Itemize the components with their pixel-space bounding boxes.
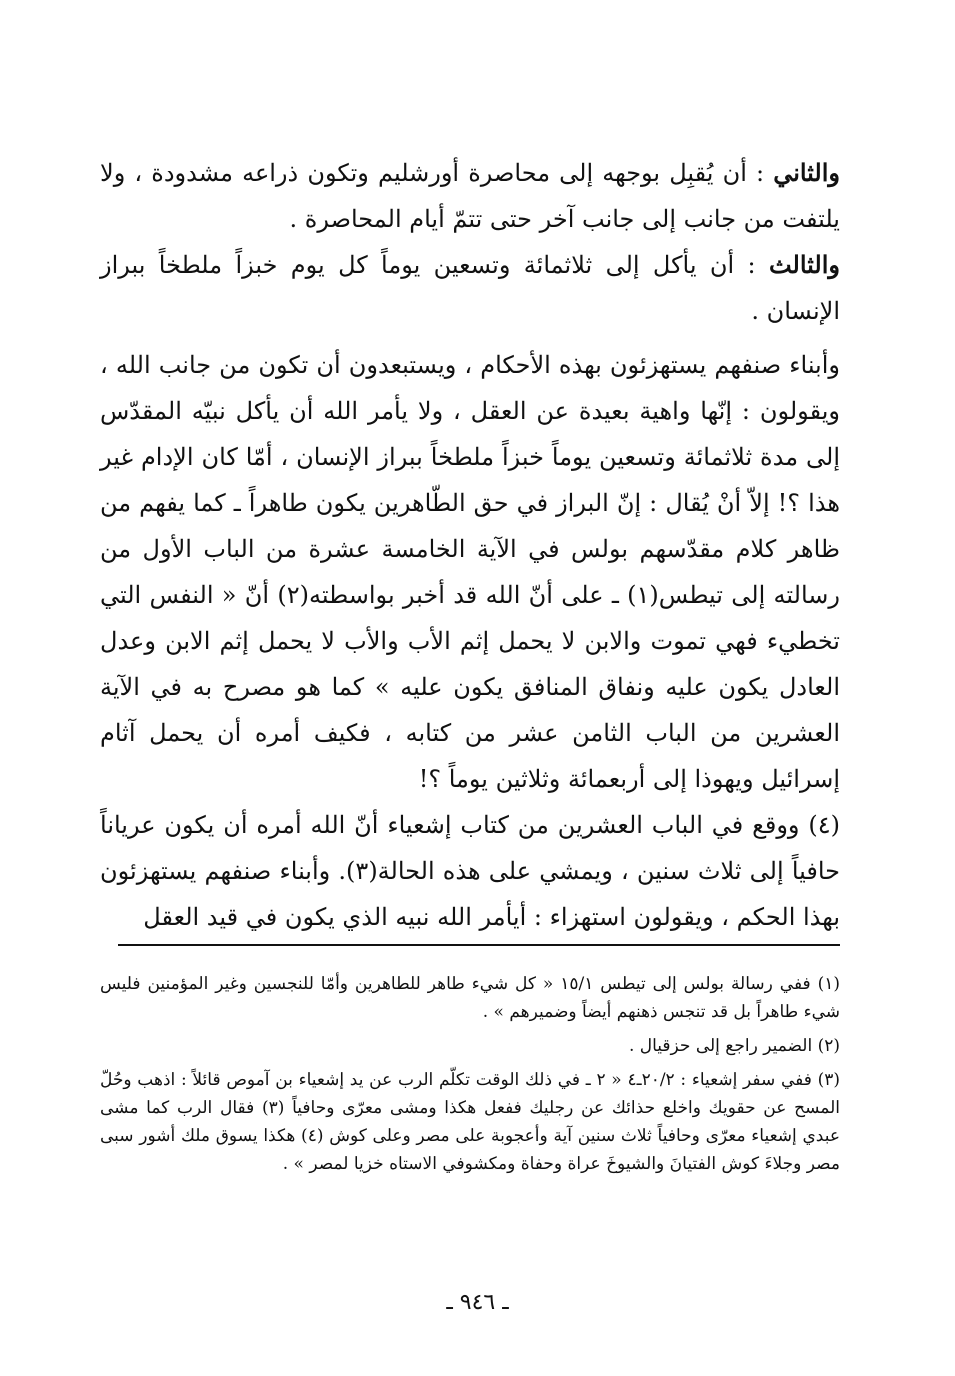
paragraph-third xyxy=(100,242,840,334)
footnote-3: (٣) ففي سفر إشعياء : ٢٠/٢ـ٤ « ٢ ـ في ذلك الوقت تكلّم الرب عن يد إشعياء بن آموص قائلاً : اذهب وحُلّ المسح عن حقويك واخلع حذائك عن رجليك ففعل هكذا ومشى معرّى وحافياً (٣) فقال الرب كما مشى عبدي إشعياء معرّى وحافياً ثلاث سنين آية وأعجوبة على مصر وعلى كوش (٤) هكذا يسوق ملك أشور سبى مصر وجلاءَ كوش الفتيانَ والشيوخَ عراة وحفاة ومكشوفي الاستاه خزيا لمصر » . xyxy=(100,1070,841,1174)
paragraph-second-label: والثاني xyxy=(773,158,840,187)
page-number: ـ ٩٤٦ ـ xyxy=(446,1290,509,1315)
footnote-1: (١) ففي رسالة بولس إلى تيطس ١٥/١ « كل شيء طاهر للطاهرين وأمّا للنجسين وغير المؤمنين فليس شيء طاهراً بل قد تنجس ذهنهم أيضاً وضميرهم » . xyxy=(100,974,840,1022)
paragraph-isaiah: (٤) ووقع في الباب العشرين من كتاب إشعياء أنّ الله أمره أن يكون عرياناً حافياً إلى ثلاث سنين ، ويمشي على هذه الحالة(٣). وأبناء صنفهم يستهزئون بهذا الحكم ، ويقولون استهزاء : أيأمر الله نبيه الذي يكون في قيد العقل xyxy=(100,811,840,931)
main-text xyxy=(100,150,840,940)
paragraph-commentary: وأبناء صنفهم يستهزئون بهذه الأحكام ، ويستبعدون أن تكون من جانب الله ، ويقولون : إنّها واهية بعيدة عن العقل ، ولا يأمر الله أن يأكل نبيّه المقدّس إلى مدة ثلاثمائة وتسعين يوماً خبزاً ملطخاً ببراز الإنسان ، أمّا كان الإدام غير هذا ؟! إلاّ أنْ يُقال : إنّ البراز في حق الطّاهرين يكون طاهراً ـ كما يفهم من ظاهر كلام مقدّسهم بولس في الآية الخامسة عشرة من الباب الأول من رسالته إلى تيطس(١) ـ على أنّ الله قد أخبر بواسطته(٢) أنّ « النفس التي تخطيء فهي تموت والابن لا يحمل إثم الأب والأب لا يحمل إثم الابن وعدل العادل يكون عليه ونفاق المنافق يكون عليه » كما هو مصرح به في الآية العشرين من الباب الثامن عشر من كتابه ، فكيف أمره أن يحمل آثام إسرائيل ويهوذا إلى أربعمائة وثلاثين يوماً ؟! xyxy=(100,351,840,793)
footnote-2: (٢) الضمير راجع إلى حزقيال . xyxy=(628,1036,840,1056)
paragraph-third-text: : أن يأكل إلى ثلاثمائة وتسعين يوماً كل يوم خبزاً ملطخاً ببراز الإنسان . xyxy=(100,251,840,325)
footnote-divider xyxy=(118,944,840,946)
paragraph-third-label: والثالث xyxy=(768,250,840,279)
paragraph-second-text: : أن يُقبِل بوجهه إلى محاصرة أورشليم وتكون ذراعه مشدودة ، ولا يلتفت من جانب إلى جانب آخر حتى تتمّ أيام المحاصرة . xyxy=(100,159,840,233)
footnotes xyxy=(100,970,840,1184)
paragraph-second xyxy=(100,150,840,242)
